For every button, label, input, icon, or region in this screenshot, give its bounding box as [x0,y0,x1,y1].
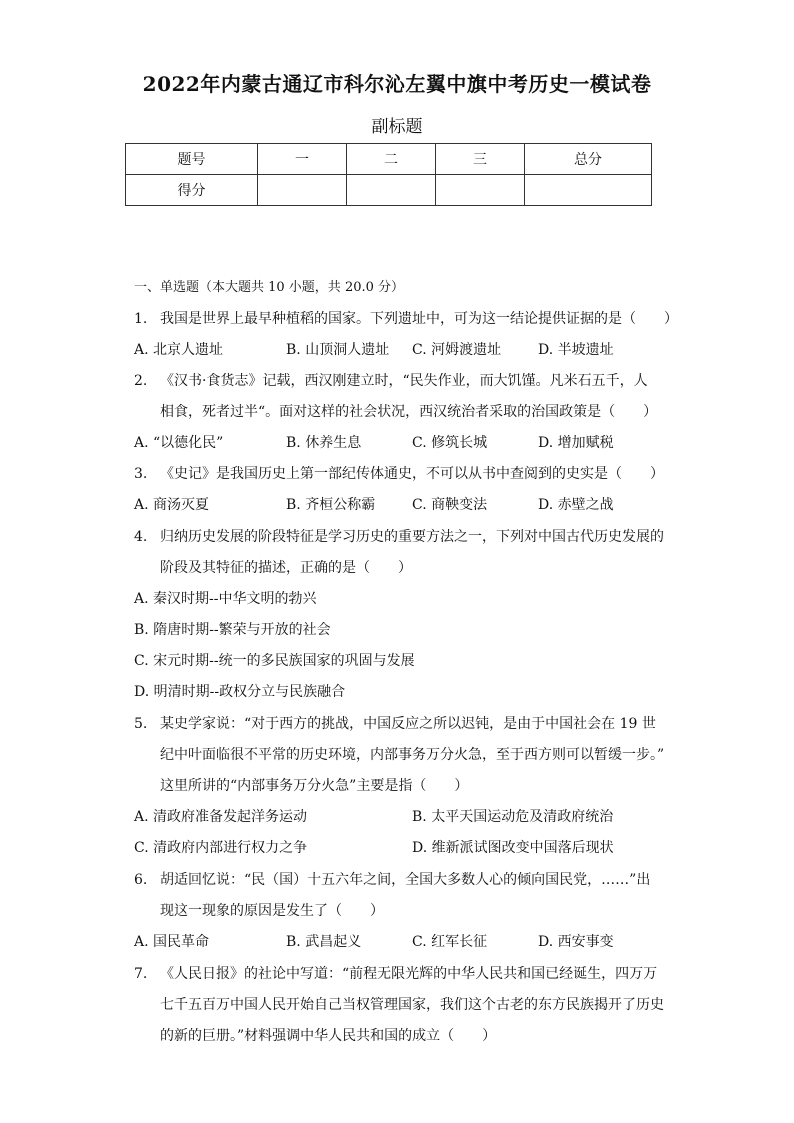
question-number: 6. [134,872,148,888]
option: C. 商鞅变法 [412,497,488,513]
question-stem: 的新的巨册。”材料强调中华人民共和国的成立（ ） [160,1028,497,1044]
option: B. 山顶洞人遗址 [286,342,390,358]
score-cell [525,175,652,206]
question-stem: 《汉书·食货志》记载，西汉刚建立时，“民失作业，而大饥馑。凡米石五千，人 [160,373,648,389]
question-number: 7. [134,966,148,982]
question-stem: 纪中叶面临很不平常的历史环境，内部事务万分火急，至于西方则可以暂缓一步。” [160,747,665,763]
question-number: 3. [134,466,148,482]
option: B. 隋唐时期--繁荣与开放的社会 [134,622,331,638]
score-header-cell: 题号 [126,144,258,175]
option: A. 北京人遗址 [134,342,224,358]
score-header-cell: 二 [347,144,436,175]
option: B. 太平天国运动危及清政府统治 [412,809,614,825]
option: D. 维新派试图改变中国落后现状 [412,840,614,856]
option: D. 半坡遗址 [538,342,614,358]
page-title: 2022年内蒙古通辽市科尔沁左翼中旗中考历史一模试卷 [142,72,652,96]
option: C. 清政府内部进行权力之争 [134,840,308,856]
question-stem: 相食，死者过半“。面对这样的社会状况，西汉统治者采取的治国政策是（ ） [160,404,658,420]
question-options [134,932,654,952]
question-stem: 这里所讲的“内部事务万分火急”主要是指（ ） [160,778,469,794]
score-header-cell: 三 [436,144,525,175]
option: D. 赤壁之战 [538,497,614,513]
option: C. 河姆渡遗址 [412,342,502,358]
question-stem: 我国是世界上最早种植稻的国家。下列遗址中，可为这一结论提供证据的是（ ） [160,311,678,327]
option: D. 增加赋税 [538,435,614,451]
option: B. 齐桓公称霸 [286,497,376,513]
score-cell [436,175,525,206]
option: B. 武昌起义 [286,934,362,950]
question-stem: 现这一现象的原因是发生了（ ） [160,903,384,919]
score-cell [258,175,347,206]
option: C. 红军长征 [412,934,488,950]
question-options [134,838,654,858]
question-options [134,340,654,360]
option: A. 商汤灭夏 [134,497,210,513]
option: D. 明清时期--政权分立与民族融合 [134,684,346,700]
question-number: 5. [134,716,148,732]
question-number: 2. [134,373,148,389]
section-heading: 一、单选题（本大题共 10 小题，共 20.0 分） [134,280,405,295]
question-stem: 《史记》是我国历史上第一部纪传体通史，不可以从书中查阅到的史实是（ ） [160,466,664,482]
question-stem: 胡适回忆说：“民（国）十五六年之间，全国大多数人心的倾向国民党，……”出 [160,872,651,888]
option: A. 秦汉时期--中华文明的勃兴 [134,591,317,607]
option: D. 西安事变 [538,934,614,950]
question-stem: 归纳历史发展的阶段特征是学习历史的重要方法之一，下列对中国古代历史发展的 [160,529,664,545]
option: A. 国民革命 [134,934,210,950]
score-label-cell: 得分 [126,175,258,206]
page-subtitle: 副标题 [371,117,423,137]
option: C. 宋元时期--统一的多民族国家的巩固与发展 [134,653,415,669]
question-stem: 阶段及其特征的描述，正确的是（ ） [160,560,412,576]
question-number: 4. [134,529,148,545]
question-options [134,495,654,515]
score-header-cell: 总分 [525,144,652,175]
option: A. 清政府准备发起洋务运动 [134,809,308,825]
score-table-header-row [126,144,652,175]
option: C. 修筑长城 [412,435,488,451]
score-table [125,143,652,206]
option: A. “以德化民” [134,435,224,451]
question-stem: 七千五百万中国人民开始自己当权管理国家，我们这个古老的东方民族揭开了历史 [160,997,664,1013]
question-number: 1. [134,311,148,327]
score-table-score-row [126,175,652,206]
score-cell [347,175,436,206]
question-stem: 《人民日报》的社论中写道：“前程无限光辉的中华人民共和国已经诞生，四万万 [160,966,658,982]
option: B. 休养生息 [286,435,362,451]
question-stem: 某史学家说：“对于西方的挑战，中国反应之所以迟钝，是由于中国社会在 19 世 [160,716,656,732]
score-header-cell: 一 [258,144,347,175]
question-options [134,807,654,827]
question-options [134,433,654,453]
